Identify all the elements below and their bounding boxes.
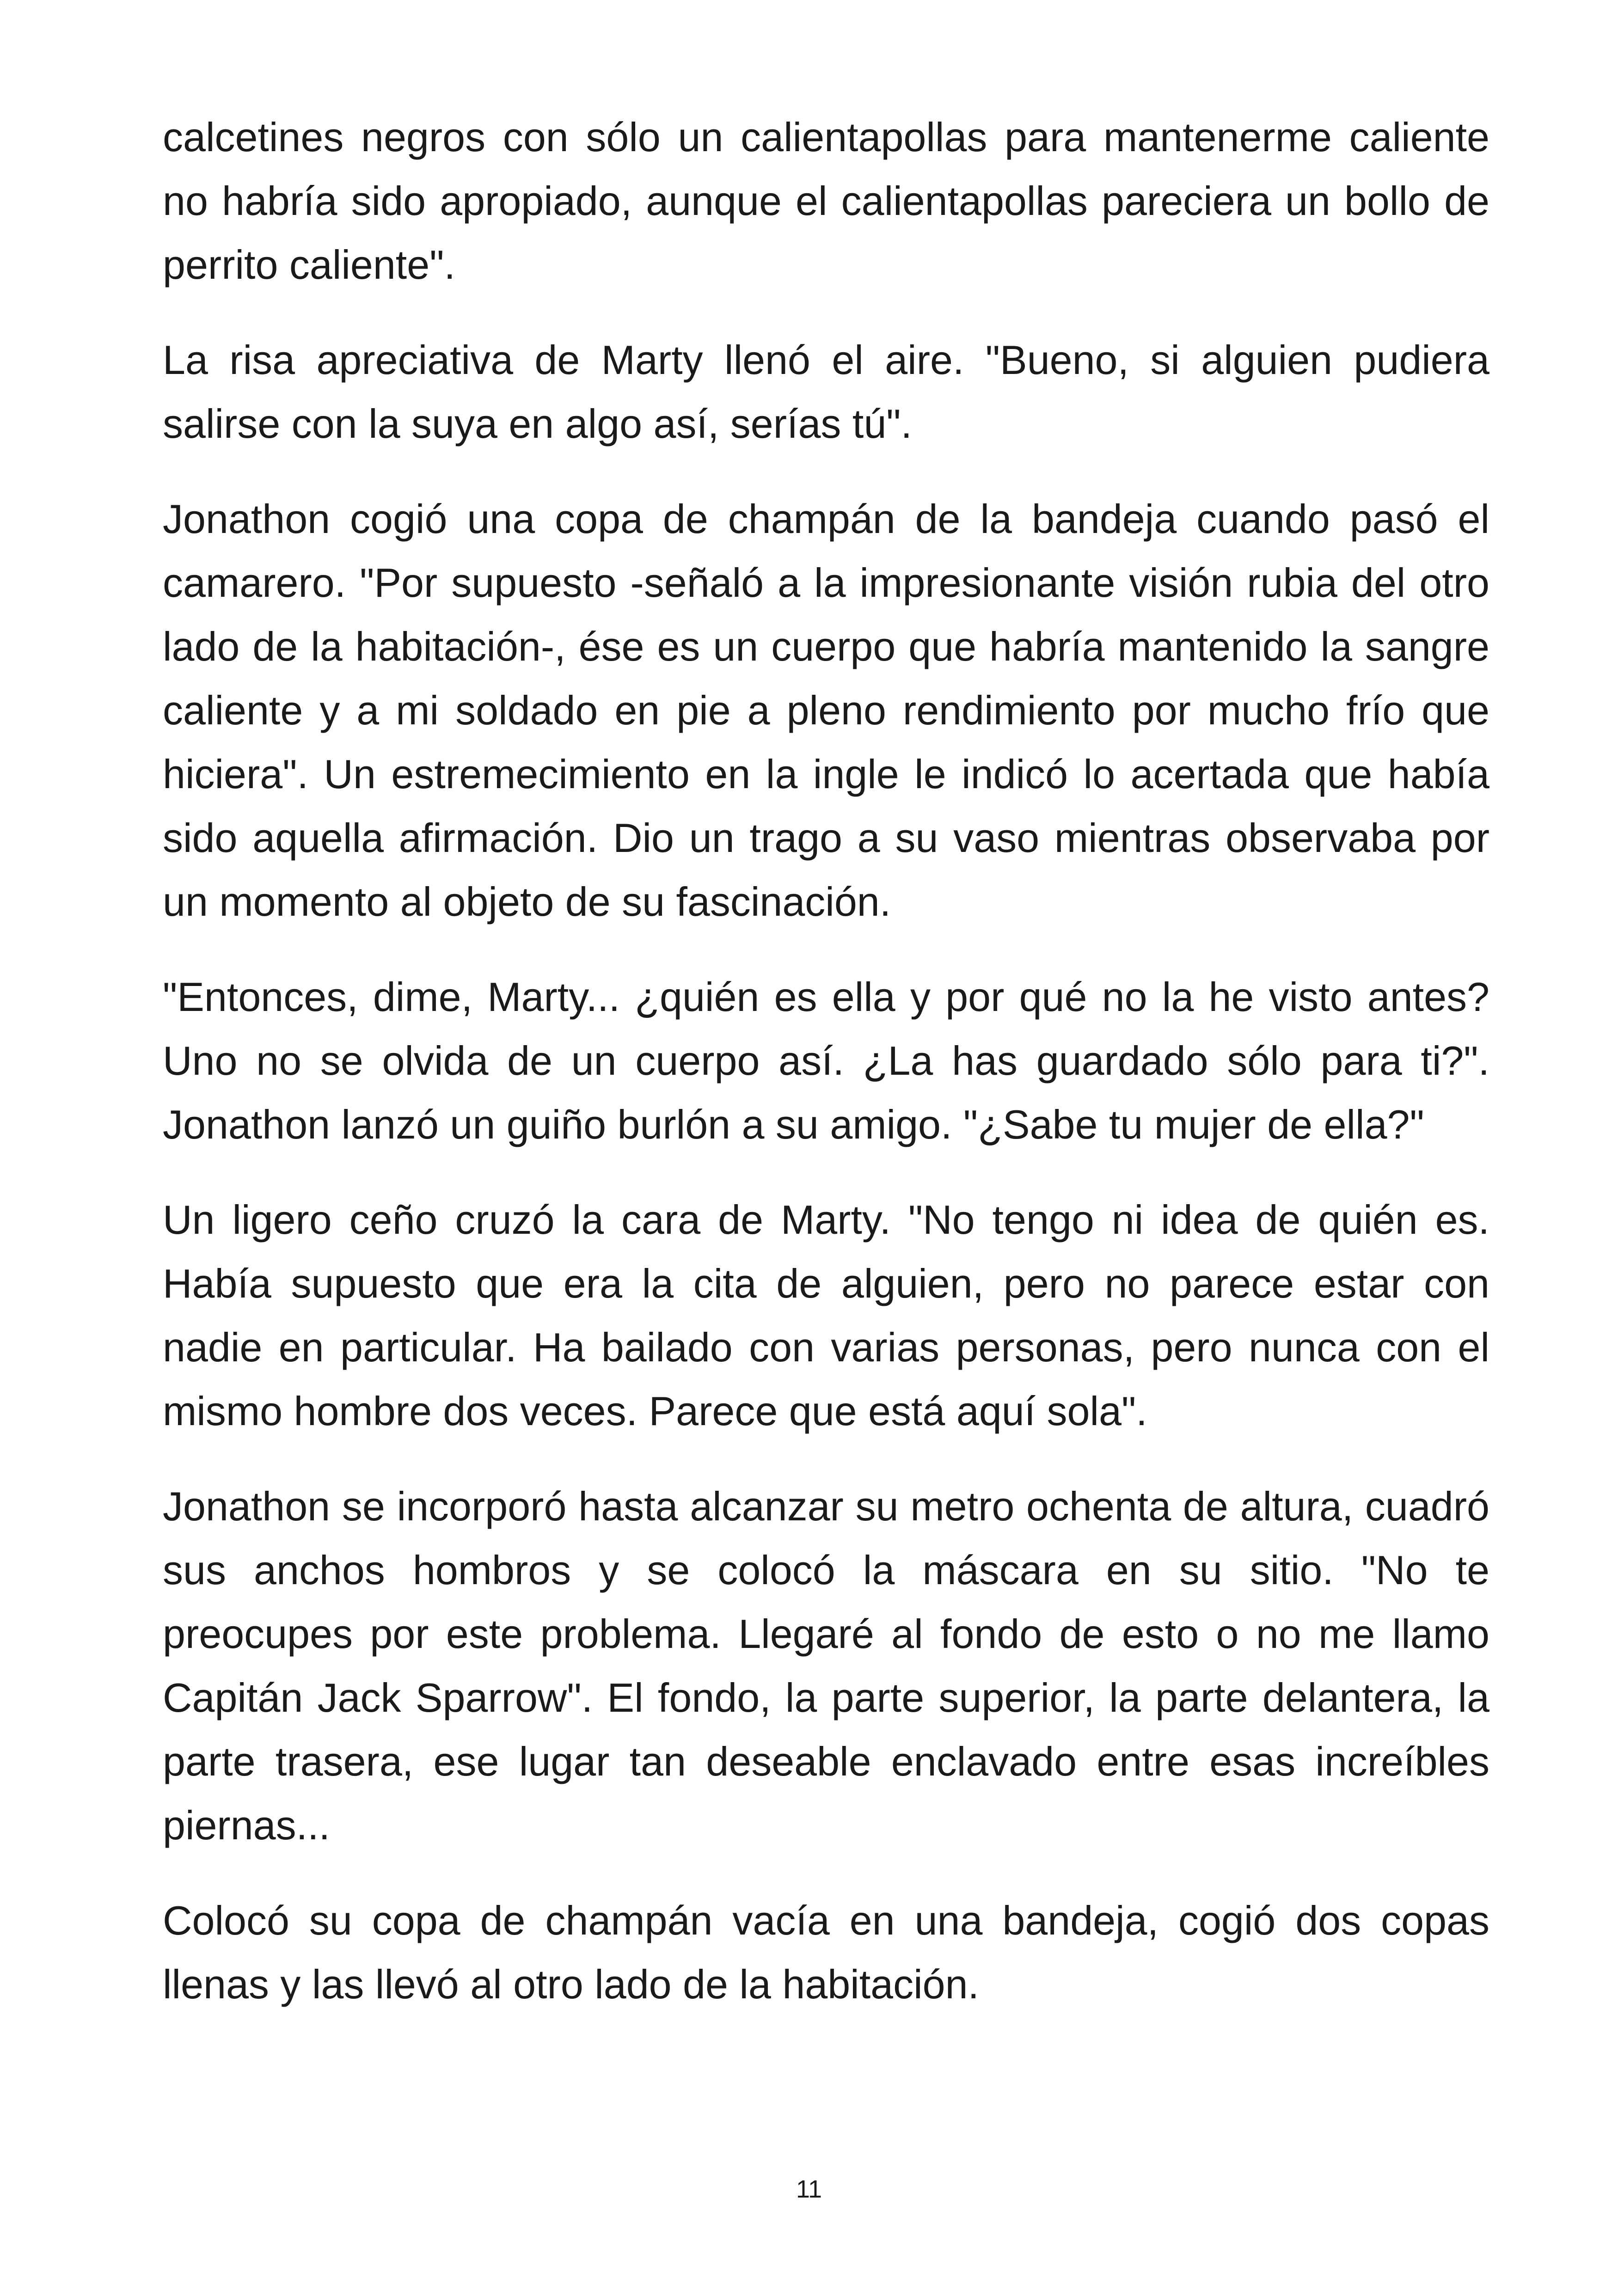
paragraph-5: Un ligero ceño cruzó la cara de Marty. "No tengo ni idea de quién es. Había supuesto que era la cita de alguien, pero no parece estar con nadie en particular. Ha bailado con varias personas, pero nunca con el mismo hombre dos veces. Parece que está aquí sola". bbox=[163, 1197, 1489, 1434]
paragraph-3: Jonathon cogió una copa de champán de la bandeja cuando pasó el camarero. "Por supuesto -señaló a la impresionante visión rubia del otro lado de la habitación-, ése es un cuerpo que habría mantenido la sangre caliente y a mi soldado en pie a pleno rendimiento por mucho frío que hiciera". Un estremecimiento en la ingle le indicó lo acertada que había sido aquella afirmación. Dio un trago a su vaso mientras observaba por un momento al objeto de su fascinación. bbox=[163, 496, 1489, 925]
paragraph-1: calcetines negros con sólo un calientapollas para mantenerme caliente no habría sido apropiado, aunque el calientapollas pareciera un bollo de perrito caliente". bbox=[163, 114, 1489, 288]
page-number: 11 bbox=[796, 2175, 822, 2203]
body-text bbox=[163, 105, 1489, 2048]
paragraph-2: La risa apreciativa de Marty llenó el aire. "Bueno, si alguien pudiera salirse con la suya en algo así, serías tú". bbox=[163, 337, 1489, 447]
paragraph-6: Jonathon se incorporó hasta alcanzar su metro ochenta de altura, cuadró sus anchos hombros y se colocó la máscara en su sitio. "No te preocupes por este problema. Llegaré al fondo de esto o no me llamo Capitán Jack Sparrow". El fondo, la parte superior, la parte delantera, la parte trasera, ese lugar tan deseable enclavado entre esas increíbles piernas... bbox=[163, 1483, 1489, 1848]
paragraph-4: "Entonces, dime, Marty... ¿quién es ella y por qué no la he visto antes? Uno no se olvida de un cuerpo así. ¿La has guardado sólo para ti?". Jonathon lanzó un guiño burlón a su amigo. "¿Sabe tu mujer de ella?" bbox=[163, 974, 1489, 1147]
paragraph-7: Colocó su copa de champán vacía en una bandeja, cogió dos copas llenas y las llevó al otro lado de la habitación. bbox=[163, 1898, 1489, 2007]
